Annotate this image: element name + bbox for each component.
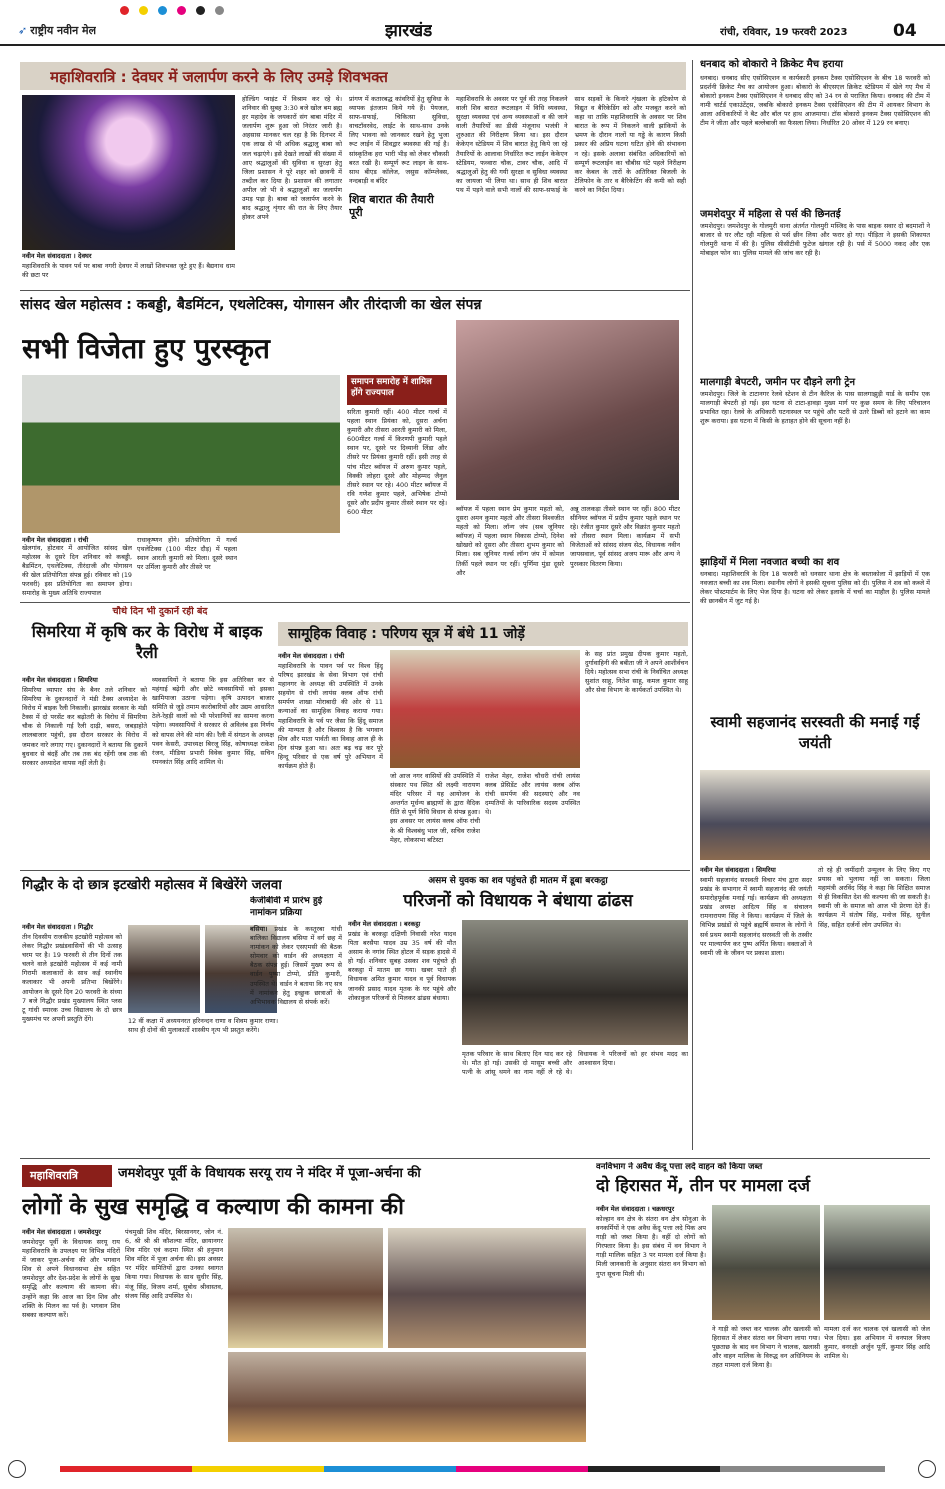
sidebar-s2-head: जमशेदपुर में महिला से पर्स की छिनतई bbox=[700, 209, 841, 220]
story4-photo bbox=[390, 650, 580, 768]
story10-photo-2 bbox=[824, 1205, 930, 1320]
sidebar-s1-body: धनबाद। धनबाद सीए एसोसिएशन व कार्यकारी इनकम टैक्स एसोसिएशन के बीच 18 फरवरी को प्रदर्शनी क्रिकेट मैच का आयोजन हुआ। बोकारो के बीएसएल क्रिकेट स्टेडियम में खेले गए मैच में बोकारो इनकम टैक्स एसोसिएशन ने धनबाद सीए को 34 रन से पराजित किया। धनबाद की टीम में नामी चार्टर्ड एकाउंटेंट्स, जबकि बोकारो इनकम टैक्स एसोसिएशन की टीम में आयकर विभाग के आला अधिकारियों ने बैट और बॉल पर हाथ आजमाया। टॉस बोकारो इनकम टैक्स एसोसिएशन की टीम ने जीता और पहले बल्लेबाजी का फैसला लिया। निर्धारित 20 ओवर में 129 रन बनाए। bbox=[700, 74, 930, 128]
story2-box-head: समापन समारोह में शामिल होंगे राज्यपाल bbox=[347, 375, 447, 405]
reg-dot bbox=[158, 6, 167, 15]
story4-col3: राजेश मेहर, राजेश चौधरी रांची लायंस क्लब प्रेसिडेंट और लायंस क्लब ऑफ रांची समर्पण की सदस्याएं और नव दम्पतियों के पारिवारिक सदस्य उपस्थित थे। bbox=[485, 772, 580, 817]
story5-col1: स्वामी सहजानंद सरस्वती विचार मंच द्वारा सदर प्रखंड के सभागार में स्वामी सहजानंद की जयंती समारोहपूर्वक मनाई गई। कार्यक्रम की अध्यक्षता प्रखंड अध्यक्ष आदित्य सिंह व संचालन रामनारायण सिंह ने किया। कार्यक्रम में जिले के विभिन्न प्रखंडों से पहुंचे ब्रह्मर्षि समाज के लोगों ने सर्व प्रथम स्वामी सहजानंद सरस्वती जी के तस्वीर पर माल्यार्पण कर पुष्प अर्पित किया। वक्ताओं ने स्वामी जी के जीवन पर प्रकाश डाला। bbox=[700, 876, 812, 957]
story1-subhead: शिव बारात की तैयारी पूरी bbox=[349, 193, 434, 220]
story10-headline: दो हिरासत में, तीन पर मामला दर्ज bbox=[596, 1176, 810, 1196]
sidebar-s2-body: जमशेदपुर। जमशेदपुर के गोलमुरी थाना अंतर्गत गोलमुरी मस्जिद के पास बाइक सवार दो बदमाशों ने बाजार से घर लौट रही महिला से पर्स छीन लिया और फरार हो गए। पीड़िता ने इसकी शिकायत गोलमुरी थाना में की है। पुलिस सीसीटीवी फुटेज खंगाल रही है। पर्स में 5000 नकद और एक मोबाइल फोन था। पुलिस मामले की जांच कर रही है। bbox=[700, 222, 930, 258]
story1-col3: प्रांगण में कतारबद्ध कांवरियों हेतु सुविधा के व्यापक इंतजाम किये गये हैं। पेयजल, साफ-सफाई, चिकित्सा सुविधा, वाचटॉवरवेद, लाईट के साथ-साथ उनके लिए भावना को जानकार रखने हेतु भुजा रूट लाईन में शिवद्वार ब्यवस्था की गई है। सांस्कृतिक हरा भारी भीड़ को लेकर चौकसी बरत रखी है। सम्पूर्ण रूट लाइन के साथ-साथ बीएड कॉलेज, जसुस कॉम्प्लेक्स, नन्दबाड़ी व बंदिर bbox=[349, 95, 449, 185]
story8-deck: असम से युवक का शव पहुंचते ही मातम में डूबा बरकट्ठा bbox=[428, 876, 608, 886]
story2-photo-ceremony bbox=[456, 320, 679, 500]
divider bbox=[20, 870, 690, 871]
story1-kicker: महाशिवरात्रि : bbox=[50, 68, 127, 86]
story9-lead-tag: नवीन मेल संवाददाता । जमशेदपुर bbox=[22, 1228, 101, 1236]
story6-col1: तीन दिवसीय राजकीय इटखोरी महोत्सव को लेकर गिद्धौर प्रखंडवासियों की भी उत्साह चरम पर है। 19 फरवरी से तीन दिनों तक चलने वाले इटखोरी महोत्सव में कई नामी गिरामी कलाकारों के साथ कई स्थानीय कलाकार भी अपनी प्रतिभा बिखेरेंगे। आयोजन के दूसरे दिन 20 फरवरी के संध्या 7 बजे गिद्धौर प्रखंड मुख्यालय स्थित प्लस टू गांधी स्मारक उच्च विद्यालय के दो छात्र मुख्यमंच पर अपनी प्रस्तुति देंगे। bbox=[22, 933, 122, 1023]
story2-col3: सरिता कुमारी रहीं। 400 मीटर गर्ल्स में पहला स्थान प्रियंका को, दूसरा अर्चना कुमारी और तीसरा आरती कुमारी को मिला, 600मीटर गर्ल्स में किरणपी कुमारी पहले स्थान पर, दूसरे पर दिव्यानी लिंडा और तीसरे पर प्रियंका कुमारी रहीं। इसी तरह से पांच मीटर ब्वॉयज में अरुण कुमार पहले, विक्की लोहरा दूसरे और मोहम्मद जैनुल तीसरे स्थान पर रहे। 400 मीटर ब्वॉयज में रवि गणेश कुमार पहले, अभिषेक टोप्पो दूसरे और प्रदीप कुमार तीसरे स्थान पर रहे। 600 मीटर bbox=[347, 408, 447, 517]
story2-deck: सांसद खेल महोत्सव : कबड्डी, बैडमिंटन, एथलेटिक्स, योगासन और तीरंदाजी का खेल संपन्न bbox=[20, 297, 482, 313]
story10-photo-1 bbox=[712, 1205, 820, 1320]
reg-dot bbox=[177, 6, 186, 15]
story8-headline: परिजनों को विधायक ने बंधाया ढांढस bbox=[403, 891, 633, 911]
story6-col2: 12 वीं कक्षा में अध्ययनरत हरिनन्दन राणा व शिवम कुमार राणा। साथ ही दोनों की मुलाकातों शास्त्रीय नृत्य भी प्रस्तुत करेंगे। bbox=[128, 1017, 278, 1035]
story2-col5: अन्नू तालकड़ा तीसरे स्थान पर रहीं। 800 मीटर सीनियर ब्वॉयज में प्रदीप कुमार पहले स्थान पर रहे। रंजीत कुमार दूसरे और विक्रांत कुमार महतो को तीसरा स्थान मिला। कार्यक्रम में सभी विजेताओं को सांसद संजय सेठ, विधायक नवीन जायसवाल, पूर्व सांसद अजय मारू और अन्य ने पुरस्कार वितरण किया। bbox=[570, 505, 680, 568]
story5-col2: तो रहे ही जमींदारी उन्मूलन के लिए किए गए प्रयास को भुलाया नहीं जा सकता। जिला महामंत्री अरविंद सिंह ने कहा कि शिक्षित समाज से ही विकसित देश की कल्पना की जा सकती है। स्वामी जी के समाज को आज भी प्रेरणा देते हैं। कार्यक्रम में संतोष सिंह, मनोज सिंह, सुनील सिंह, सहित दर्जनों लोग उपस्थित थे। bbox=[818, 866, 930, 929]
story3-kicker: चौथे दिन भी दुकानें रही बंद bbox=[112, 606, 208, 617]
story6-lead-tag: नवीन मेल संवाददाता । गिद्धौर bbox=[22, 923, 93, 931]
dateline: रांची, रविवार, 19 फरवरी 2023 bbox=[720, 27, 848, 38]
story7-col1 bbox=[250, 925, 342, 1155]
story10-deck: वनविभाग ने अवैध केंदू पत्ता लदे वाहन को किया जब्त bbox=[596, 1162, 763, 1172]
story8-photo bbox=[462, 920, 688, 1045]
registration-mark-icon bbox=[8, 1460, 26, 1478]
story7-lead-tag: बसिया। bbox=[250, 925, 268, 933]
sidebar-s4-body: धनबाद। महाशिवरात्रि के दिन 18 फरवरी को धनसार थाना क्षेत्र के बस्ताकोला में झाड़ियों में एक नवजात बच्ची का शव मिला। स्थानीय लोगों ने इसकी सूचना पुलिस को दी। पुलिस ने शव को कब्जे में लेकर पोस्टमार्टम के लिए भेज दिया है। घटना को लेकर इलाके में चर्चा का माहौल है। पुलिस मामले की छानबीन में जुट गई है। bbox=[700, 570, 930, 606]
story6-photo-1 bbox=[128, 925, 200, 1013]
masthead bbox=[0, 0, 945, 46]
story5-photo bbox=[700, 770, 930, 860]
story10-lead-tag: नवीन मेल संवाददाता । चक्रधरपुर bbox=[596, 1205, 675, 1213]
sidebar-s1-head: धनबाद को बोकारो ने क्रिकेट मैच हराया bbox=[700, 59, 843, 70]
story1-col2: होल्डिंग प्वाइंट में विश्राम कर रहे थे। शनिवार की सुबह 3:30 बजे खोल बम ब्रह्म हर महादेव के जयकारों संग बाबा मंदिर में जलार्पण शुरू हुआ जो निरंतर जारी है। अहसास मानकर चल रहा है कि दिनभर में एक लाख से भी अधिक श्रद्धालु बाबा को जल चढ़ाएंगे। इसे देखते लाखों की संख्या में आए श्रद्धालुओं की सुविधा व सुरक्षा हेतु जिला प्रशासन ने पूरे शहर को छावनी में तब्दील कर दिया है। प्रशासन की लगातार अपील जो भी वे श्रद्धालुओं का जलार्पण उमड़ पड़ा है। बाबा को जलार्पण करने के बाद श्रद्धालु शृंगार की रात के लिए तैयार होकर अपने bbox=[242, 95, 342, 222]
story9-col1: जमशेदपुर पूर्वी के विधायक सरयू राय महाशिवरात्रि के उपलक्ष्य पर विभिन्न मंदिरों में जाकर पूजा-अर्चना की और भगवान शिव से अपने विधानसभा क्षेत्र सहित जमशेदपुर और देश-प्रदेश के लोगों के सुख समृद्धि और कल्याण की कामना की। उन्होंने कहा कि आज का दिन शिव और शक्ति के मिलन का पर्व है। भगवान शिव सबका कल्याण करें। bbox=[22, 1238, 120, 1319]
story1-caption: नवीन मेल संवाददाता । देवघर bbox=[22, 252, 92, 260]
story10-col3: मामला दर्ज कर चालक एवं खलासी को जेल भेज दिया। इस अभियान में वनपाल विजय कुमार, वनरक्षी अर्जुन पूर्ती, कुमार सिंह आदि शामिल थे। bbox=[824, 1325, 930, 1361]
color-bar bbox=[60, 1466, 885, 1472]
reg-dot bbox=[215, 6, 224, 15]
story9-kicker: महाशिवरात्रि bbox=[22, 1165, 112, 1187]
bottom-registration-strip bbox=[0, 1450, 945, 1489]
page-number: 04 bbox=[893, 21, 917, 41]
story7-headline: केजीबीवी में प्रारंभ हुई नामांकन प्रक्रिया bbox=[250, 896, 323, 918]
sidebar-s3-body: जमशेदपुर। जिले के टाटानगर रेलवे स्टेशन से टीन कैरिज के पास सालगाझुड़ी यार्ड के समीप एक मालगाड़ी बेपटरी हो गई। इस घटना से टाटा-हावड़ा मुख्य मार्ग पर कुछ समय के लिए परिचालन प्रभावित रहा। रेलवे के अधिकारी घटनास्थल पर पहुंचे और पटरी से उतरे डिब्बों को हटाने का काम शुरू कराया। इस घटना में किसी के हताहत होने की सूचना नहीं है। bbox=[700, 390, 930, 426]
story4-col2: जो आज नगर वासियों की उपस्थिति में संस्कार पथ स्थित श्री लक्ष्मी नारायण मंदिर परिसर में यह आयोजन के अन्तर्गत मूर्धन्य ब्राह्मणों के द्वारा वैदिक रीति से पूर्ण विधि विधान से संपन्न हुआ। इस अवसर पर लायंस क्लब ऑफ रांची के श्री विश्वबंधु भाल जी, सचिव राजेश मेहर, लोकसभा बटिस्टा bbox=[390, 772, 480, 844]
brand-logo bbox=[18, 24, 96, 39]
story1-photo bbox=[22, 95, 235, 250]
sidebar-divider bbox=[692, 60, 693, 1150]
color-registration-strip bbox=[120, 4, 640, 16]
sidebar-s3-head: मालगाड़ी बेपटरी, जमीन पर दौड़ने लगी ट्रेन bbox=[700, 377, 856, 388]
story4-col4: के सह प्रांत प्रमुख दीपक कुमार महतो, दुर्गावाहिनी की बबीता जी ने अपने आशीर्वचन दिये। महोत्सव सभा रांची के निर्वाचित अध्यक्ष सुशांत साहू, नितेश साहू, कमल कुमार साहू और सेवा विभाग के कार्यकर्ता उपस्थित थे। bbox=[585, 650, 688, 695]
story2-col4: ब्वॉयज में पहला स्थान प्रेम कुमार महतो को, दूसरा अमन कुमार महतो और तीसरा विश्वजीत महतो को मिला। लॉन्ग जंप (सब जूनियर ब्वॉयज) में पहला स्थान विकास टोप्पो, दिनेश खोखरो को दूसरा और तीसरा शुभम कुमार को मिला। सब जूनियर गर्ल्स लॉन्ग जंप में कोमल तिर्की पहले स्थान पर रहीं। पूर्णिमा मुंडा दूसरे और bbox=[456, 505, 564, 577]
story3-col2: व्यवसायियों ने बताया कि इस अतिरिक्त कर से महंगाई बढ़ेगी और छोटे व्यवसायियों को इसका खामियाजा उठाना पड़ेगा। कृषि उत्पादन बाजार समिति से जुड़े तमाम कारोबारियों और उद्यम आधारित ठेले-रेहड़ी वालों को भी परेशानियों का सामना करना पड़ेगा। व्यवसायियों ने सरकार से अविलंब इस निर्णय को वापस लेने की मांग की। रैली में संगठन के अध्यक्ष पवन केसरी, उपाध्यक्ष बिरजू सिंह, कोषाध्यक्ष राकेश रंजन, मीडिया प्रभारी विवेक कुमार सिंह, सचिन रमनकांत सिंह आदि शामिल थे। bbox=[152, 676, 274, 766]
story7-body: प्रखंड के कस्तूरबा गांधी बालिका विद्यालय बसिया में वर्ग छह में नामांकन को लेकर एसएमसी की बैठक सोमवार को वार्डन की अध्यक्षता में बैठक संपन्न हुई। जिसमें मुख्य रूप से वार्डन पुष्पा टोप्पो, प्रीति कुमारी, उपस्थित थे। वार्डन ने बताया कि नए सत्र में नामांकन हेतु इच्छुक छात्राओं के अभिभावक विद्यालय से संपर्क करें। bbox=[250, 925, 342, 1006]
story9-deck: जमशेदपुर पूर्वी के विधायक सरयू राय ने मंदिर में पूजा-अर्चना की bbox=[118, 1166, 421, 1181]
sidebar-s4-head: झाड़ियों में मिला नवजात बच्ची का शव bbox=[700, 557, 840, 568]
story2-headline: सभी विजेता हुए पुरस्कृत bbox=[22, 332, 270, 365]
registration-mark-icon bbox=[918, 1460, 936, 1478]
story5-headline: स्वामी सहजानंद सरस्वती की मनाई गई जयंती bbox=[710, 713, 920, 752]
story10-col1: कोल्हान वन क्षेत्र के संतरा वन क्षेत्र सोनुआ के वनकर्मियों ने एक अवैध केंदू पत्ता लदे पिक अप गाड़ी को जब्त किया है। वहीं दो लोगों को गिरफ्तार किया है। इस संबंध में वन विभाग ने गाड़ी मालिक सहित 3 पर मामला दर्ज किया है। मिली जानकारी के अनुसार संतरा वन विभाग को गुप्त सूचना मिली थी। bbox=[596, 1215, 706, 1278]
bird-logo-icon: ➶ bbox=[18, 24, 28, 37]
story1-headline-strip bbox=[20, 62, 686, 90]
story3-col1: सिमरिया व्यापार संघ के बैनर तले शनिवार को सिमरिया के दुकानदारों ने मंडी टैक्स अध्यादेश के विरोध में बाइक रैली निकाली। झारखंड सरकार के मंडी टैक्स में दो परसेंट कर बढ़ोतरी के विरोध में सिमरिया चौक से निकाली गई रैली दाढ़ी, बसरा, जबड़ाहोते लालबाजार पहुंची, इस दौरान सरकार के विरोध में जमकर नारे लगाए गए। दुकानदारों ने बताया कि दुकानें बुधवार से बंदहैं और तब तक बंद रहेंगी जब तक की सरकार अध्यादेश वापस नहीं लेती है। bbox=[22, 686, 147, 767]
section-title: झारखंड bbox=[385, 21, 433, 41]
reg-dot bbox=[196, 6, 205, 15]
story9-photo-2 bbox=[388, 1228, 586, 1348]
story9-photo-3 bbox=[228, 1352, 586, 1442]
story9-photo-1 bbox=[228, 1228, 383, 1348]
divider bbox=[20, 290, 690, 291]
story10-col2: ने गाड़ी को जब्त कर चालक और खलासी को हिरासत में लेकर संतरा वन विभाग लाया गया। पूछताछ के बाद वन विभाग ने चालक, खलासी और वाहन मालिक के विरुद्ध वन अधिनियम के तहत मामला दर्ज किया है। bbox=[712, 1325, 820, 1370]
story9-col2: पंचमुखी शिव मंदिर, बिरसानगर, जोन नं. 6, श्री श्री श्री कौशल्या मंदिर, छायानगर शिव मंदिर एवं कदमा स्थित श्री हनुमान शिव मंदिर में पूजा अर्चना की। इस अवसर पर मंदिर समितियों द्वारा उनका स्वागत किया गया। विधायक के साथ सुधीर सिंह, मंजू सिंह, विजय शर्मा, सुबोध श्रीवास्तव, संजय सिंह आदि उपस्थित थे। bbox=[125, 1228, 223, 1300]
reg-dot bbox=[120, 6, 129, 15]
story8-col1: प्रखंड के बरकट्ठा दक्षिणी निवासी नरेश यादव पिता बरसैया यादव उम्र 35 वर्ष की मौत असाम के नगांव स्थित होटल में सड़क हादसे में हो गई। शनिवार सुबह उसका शव पहुंचते ही बरकट्ठा में मातम छा गया। खबर पाते ही विधायक अमित कुमार यादव व पूर्व विधायक जानकी प्रसाद यादव मृतक के घर पहुंचे और शोकाकुल परिजनों से मिलकर ढांढस बंधाया। bbox=[348, 930, 456, 1002]
story4-headline-strip bbox=[278, 622, 688, 646]
story1-headline: देवघर में जलार्पण करने के लिए उमड़े शिवभक्त bbox=[131, 68, 388, 86]
story1-lead: महाशिवरात्रि के पावन पर्व पर बाबा नगरी देवघर में लाखों शिवभक्त जुटे हुए हैं। बैद्यनाथ धाम की छटा पर bbox=[22, 262, 235, 280]
story3-headline: सिमरिया में कृषि कर के विरोध में बाइक रैली bbox=[31, 622, 263, 662]
brand-name: राष्ट्रीय नवीन मेल bbox=[30, 24, 97, 37]
story2-caption: नवीन मेल संवाददाता । रांची bbox=[22, 536, 89, 544]
story2-col1: खेलगांव, होटवार में आयोजित सांसद खेल महोत्सव के दूसरे दिन शनिवार को कबड्डी, बैडमिंटन, एथलेटिक्स, तीरंदाजी और योगासन की खेल प्रतियोगिता संपन्न हुई। रविवार को (19 फरवरी) इस प्रतियोगिता का समापन होगा। समारोह के मुख्य अतिथि राज्यपाल bbox=[22, 544, 132, 598]
story8-col2: मृतक परिवार के साथ बिताए दिन याद कर रहे थे। मौत हो गई। उसकी दो मासूम बच्ची और पत्नी के आंसू थमने का नाम नहीं ले रहे थे। विधायक ने परिजनों को हर संभव मदद का आश्वासन दिया। bbox=[462, 1050, 688, 1077]
story1-col4: महाशिवरात्रि के अवसर पर पूर्व की तरह निकलने वाली शिव बारात रूटलाइन में विधि व्यवस्था, सुरक्षा व्यवस्था एवं अन्य व्यवस्थाओं व की जाने वाली तैयारियों का डीसी मंजूनाथ भजंत्री ने शुरुआत की निरीक्षण किया था। इस दौरान केकेएन स्टेडियम में शिव बारात हेतु किये जा रहे तैयारियों के आलावा निर्धारित रूट लाईन केकेएन स्टेडियम, फव्वारा चौक, टावर चौक, आदि में श्रद्धालुओं हेतु की गयी सुरक्षा व सुविधा व्यवस्था का जायजा भी लिया था। साथ ही शिव बारात पथ में पड़ने वाले सभी नालों की साफ-सफाई के साथ सड़कों के किनारे शृंखला के हटिकोण से विद्युत व बैरिकेडिंग को और मजबूत करने को कहा था ताकि महाशिवरात्रि के अवसर पर शिव बारात के रूप में निकलने वाली झांकियों के भ्रमण के दौरान नालों या गड्ढे के कारण किसी प्रकार की अप्रिय घटना घटित होने की संभावना न रहे। इसके अलावा संबंधित अधिकारियों को सम्पूर्ण रूटलाईन का चौबीस घंटे पहले निरीक्षण कर केबल के तारों के अतिरिक्त बिजली के टेलिफोन के तार व बैरिकेटिंग की कमी को सही करने का निर्देश दिया। bbox=[456, 95, 686, 194]
reg-dot bbox=[139, 6, 148, 15]
story9-headline: लोगों के सुख समृद्धि व कल्याण की कामना की bbox=[22, 1194, 404, 1220]
divider bbox=[20, 602, 690, 603]
story3-lead-tag: नवीन मेल संवाददाता । सिमरिया bbox=[22, 676, 98, 684]
divider bbox=[20, 1158, 930, 1159]
story5-caption: नवीन मेल संवाददाता । सिमरिया bbox=[700, 866, 776, 874]
story2-col1b: राधाकृष्णन होंगे। प्रतियोगिता में गर्ल्स एथलेटिक्स (100 मीटर दौड़) में पहला स्थान आरती कुमारी को मिला। दूसरे स्थान पर उर्मिला कुमारी और तीसरे पर bbox=[137, 536, 237, 572]
story4-headline: सामूहिक विवाह : परिणय सूत्र में बंधे 11 जोड़ें bbox=[288, 626, 525, 642]
story6-headline: गिद्धौर के दो छात्र इटखोरी महोत्सव में बिखेरेंगे जलवा bbox=[22, 877, 282, 893]
story8-lead-tag: नवीन मेल संवाददाता । बरकट्ठा bbox=[348, 920, 421, 928]
story4-lead-tag: नवीन मेल संवाददाता । रांची bbox=[278, 652, 345, 660]
story4-col1: महाशिवरात्रि के पावन पर्व पर विश्व हिंदू परिषद झारखंड के सेवा विभाग एवं रांची महानगर के अध्यक्ष की उपस्थिति में उनके सहयोग से रांची लायंस क्लब ऑफ रांची समर्पण शाखा मोराबादी की ओर से 11 कन्याओं का सामूहिक विवाह कराया गया। महाशिवरात्रि के पर्व पर जैसा कि हिंदू समाज की मान्यता है और विश्वास है कि भगवान शिव और माता पार्वती का विवाह आज ही के दिन संपन्न हुआ था। अतः बढ़ चढ़ कर पूरे हिन्दू परिवार से एक वर्ष पुरे अभियान में कार्यक्रम होते हैं। bbox=[278, 662, 383, 771]
story2-photo-archers bbox=[22, 375, 340, 533]
